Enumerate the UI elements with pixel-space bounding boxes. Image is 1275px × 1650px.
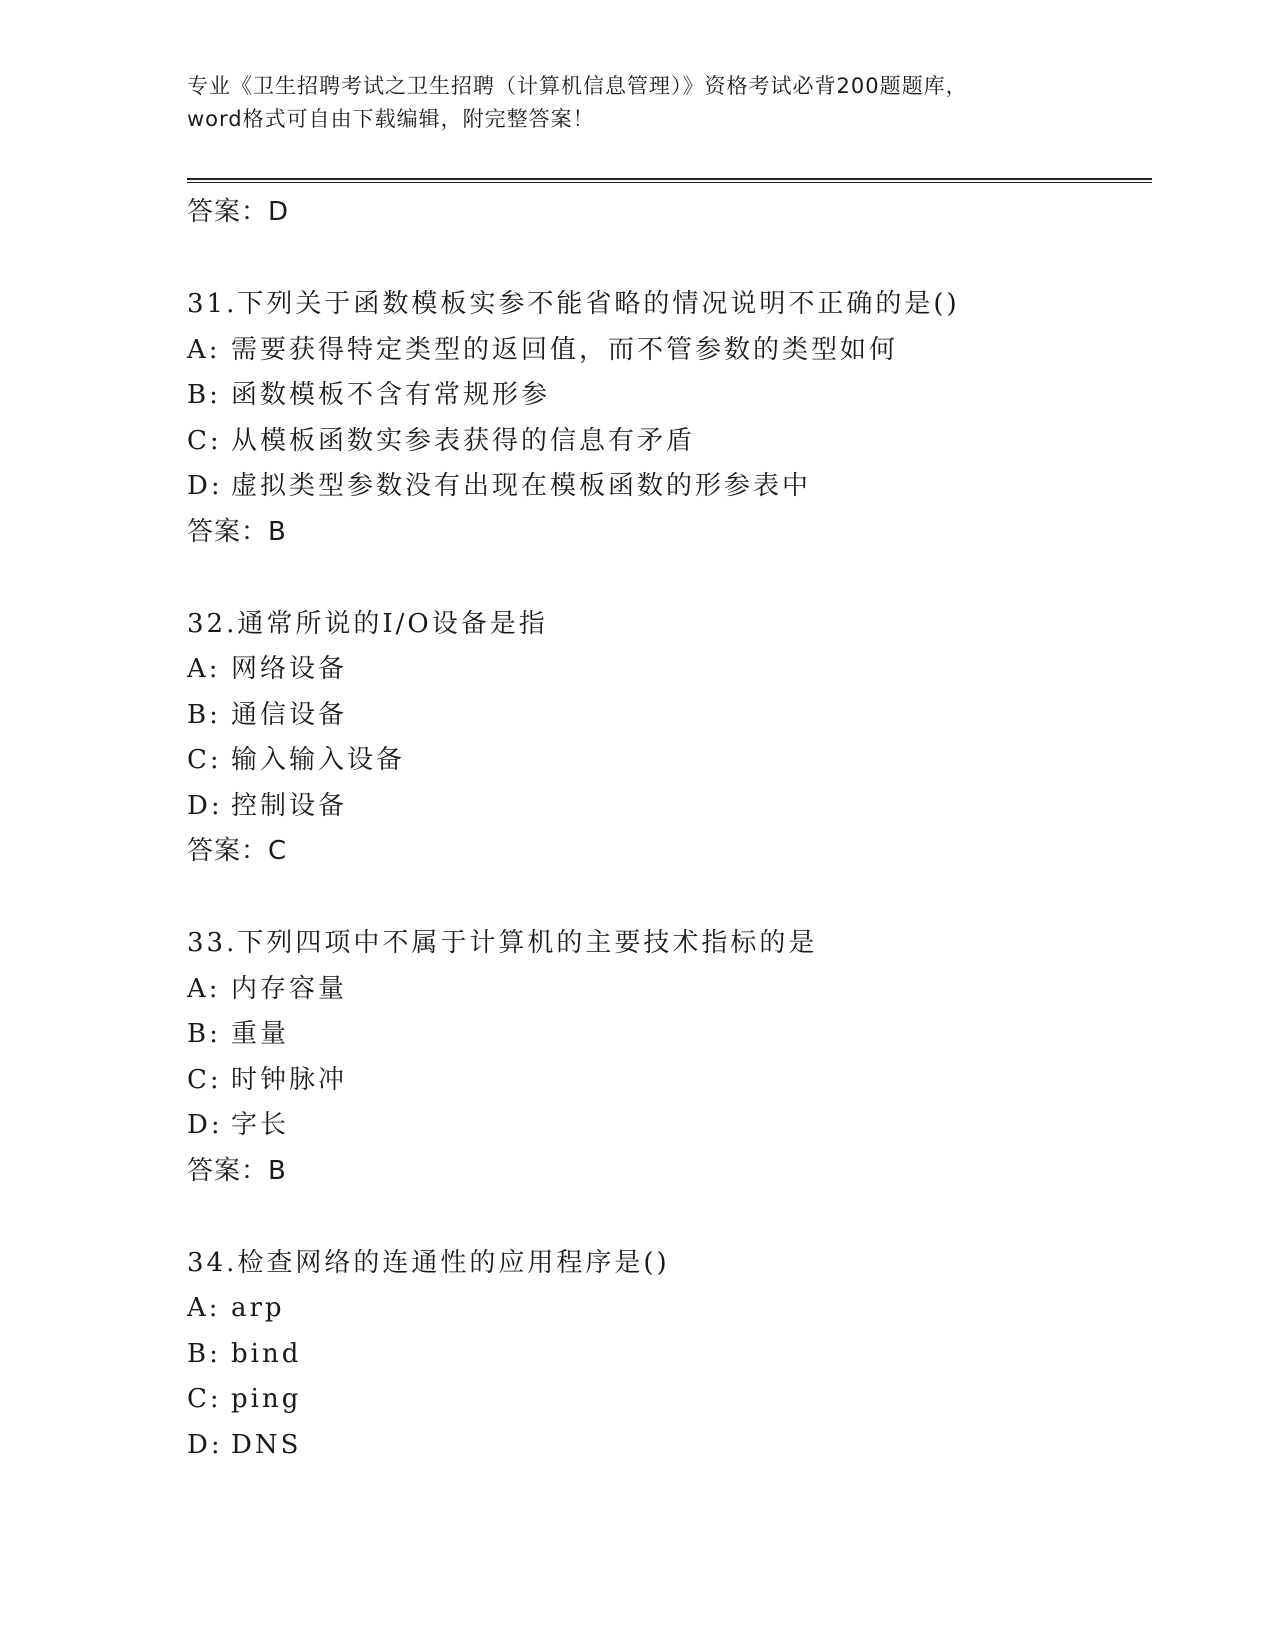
option-text: arp	[231, 1293, 285, 1323]
option-d	[187, 1423, 1147, 1469]
option-c	[187, 1377, 1147, 1423]
option-b	[187, 373, 1147, 419]
question-31	[187, 282, 1147, 554]
option-d	[187, 784, 1147, 830]
option-a	[187, 967, 1147, 1013]
option-label: D:	[187, 471, 223, 501]
question-32	[187, 602, 1147, 874]
option-label: C:	[187, 425, 222, 456]
option-label: A:	[187, 973, 221, 1004]
option-label: A:	[187, 334, 221, 365]
option-text: 需要获得特定类型的返回值，而不管参数的类型如何	[231, 334, 899, 365]
option-text: 从模板函数实参表获得的信息有矛盾	[231, 425, 696, 456]
option-c	[187, 738, 1147, 784]
header-divider	[187, 178, 1152, 183]
option-text: ping	[231, 1384, 302, 1414]
answer: 答案：C	[187, 836, 288, 866]
question-title: 32.通常所说的I/O设备是指	[187, 608, 548, 639]
option-text: 控制设备	[231, 790, 348, 821]
question-title: 34.检查网络的连通性的应用程序是()	[187, 1247, 670, 1278]
option-label: D:	[187, 790, 223, 821]
option-text: 输入输入设备	[231, 745, 406, 775]
option-b	[187, 693, 1147, 739]
document-header	[187, 70, 1087, 136]
header-line-1: 专业《卫生招聘考试之卫生招聘（计算机信息管理）》资格考试必背200题题库，	[187, 74, 968, 98]
option-text: 时钟脉冲	[231, 1064, 348, 1095]
option-b	[187, 1012, 1147, 1058]
question-33	[187, 921, 1147, 1193]
header-line-2: word格式可自由下载编辑，附完整答案！	[187, 107, 595, 131]
option-text: 重量	[231, 1019, 290, 1049]
option-label: B:	[187, 380, 221, 410]
option-text: 内存容量	[231, 973, 348, 1004]
option-text: 网络设备	[231, 654, 348, 684]
answer: 答案：B	[187, 1155, 287, 1186]
option-label: C:	[187, 745, 222, 775]
option-c	[187, 1058, 1147, 1104]
option-label: B:	[187, 1019, 221, 1049]
option-text: 字长	[231, 1110, 290, 1140]
option-d	[187, 1103, 1147, 1149]
option-a	[187, 328, 1147, 374]
option-d	[187, 464, 1147, 510]
question-34	[187, 1241, 1147, 1469]
option-text: bind	[231, 1338, 302, 1369]
option-label: B:	[187, 1338, 221, 1369]
option-a	[187, 1286, 1147, 1332]
option-text: DNS	[231, 1429, 302, 1460]
question-title: 31.下列关于函数模板实参不能省略的情况说明不正确的是()	[187, 289, 960, 319]
option-label: C:	[187, 1384, 222, 1414]
option-c	[187, 419, 1147, 465]
option-text: 函数模板不含有常规形参	[231, 380, 551, 410]
option-label: A:	[187, 1293, 221, 1323]
question-list	[187, 190, 1147, 1468]
previous-answer: 答案：D	[187, 197, 290, 227]
option-a	[187, 647, 1147, 693]
option-label: A:	[187, 654, 221, 684]
option-text: 虚拟类型参数没有出现在模板函数的形参表中	[231, 471, 812, 501]
option-b	[187, 1332, 1147, 1378]
answer: 答案：B	[187, 516, 287, 547]
option-label: D:	[187, 1110, 223, 1140]
option-text: 通信设备	[231, 699, 348, 730]
option-label: C:	[187, 1064, 222, 1095]
option-label: D:	[187, 1429, 223, 1460]
question-title: 33.下列四项中不属于计算机的主要技术指标的是	[187, 928, 818, 958]
option-label: B:	[187, 699, 221, 730]
